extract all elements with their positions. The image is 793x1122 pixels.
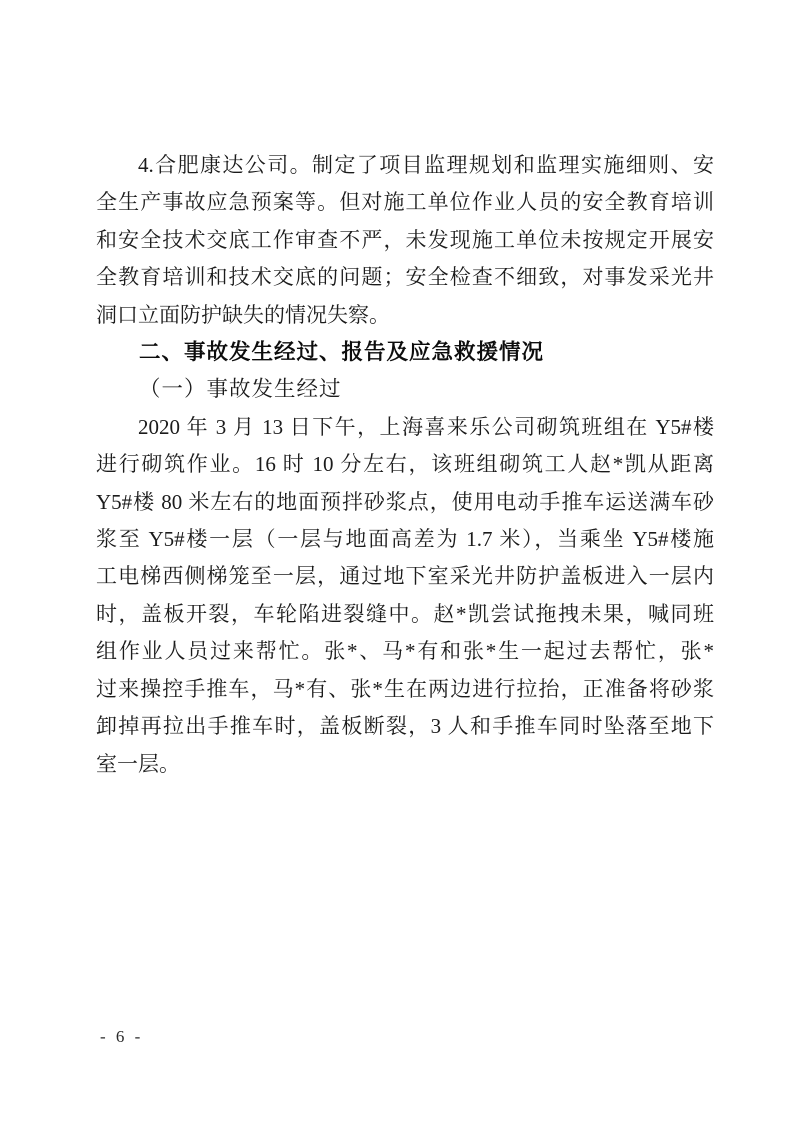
text-line: 洞口立面防护缺失的情况失察。 xyxy=(96,302,390,327)
text-line: 进行砌筑作业。16 时 10 分左右，该班组砌筑工人赵*凯从距离 xyxy=(96,452,714,477)
text-line: 全教育培训和技术交底的问题；安全检查不细致，对事发采光井 xyxy=(96,265,714,290)
text-line: 4.合肥康达公司。制定了项目监理规划和监理实施细则、安 xyxy=(138,153,714,177)
paragraph-supervision-findings xyxy=(96,147,714,334)
text-line: 2020 年 3 月 13 日下午，上海喜来乐公司砌筑班组在 Y5#楼 xyxy=(138,414,714,439)
text-line: 卸掉再拉出手推车时，盖板断裂，3 人和手推车同时坠落至地下 xyxy=(96,714,714,739)
page-number: - 6 - xyxy=(100,1027,142,1046)
text-line: 时，盖板开裂，车轮陷进裂缝中。赵*凯尝试拖拽未果，喊同班 xyxy=(96,601,714,626)
page-footer xyxy=(100,1026,141,1048)
paragraph-accident-narrative xyxy=(96,409,714,783)
text-line: 和安全技术交底工作审查不严，未发现施工单位未按规定开展安 xyxy=(96,227,714,252)
text-line: 工电梯西侧梯笼至一层，通过地下室采光井防护盖板进入一层内 xyxy=(96,564,714,589)
document-body xyxy=(96,147,714,783)
text-line: 全生产事故应急预案等。但对施工单位作业人员的安全教育培训 xyxy=(96,190,714,215)
text-line: 组作业人员过来帮忙。张*、马*有和张*生一起过去帮忙，张* xyxy=(96,639,714,664)
text-line: Y5#楼 80 米左右的地面预拌砂浆点，使用电动手推车运送满车砂 xyxy=(96,489,714,514)
text-line: 室一层。 xyxy=(96,751,180,776)
section-heading: 二、事故发生经过、报告及应急救援情况 xyxy=(139,340,545,365)
text-line: 浆至 Y5#楼一层（一层与地面高差为 1.7 米），当乘坐 Y5#楼施 xyxy=(96,527,714,552)
text-line: 过来操控手推车，马*有、张*生在两边进行拉抬，正准备将砂浆 xyxy=(96,676,714,701)
subsection-heading: （一）事故发生经过 xyxy=(139,377,342,402)
